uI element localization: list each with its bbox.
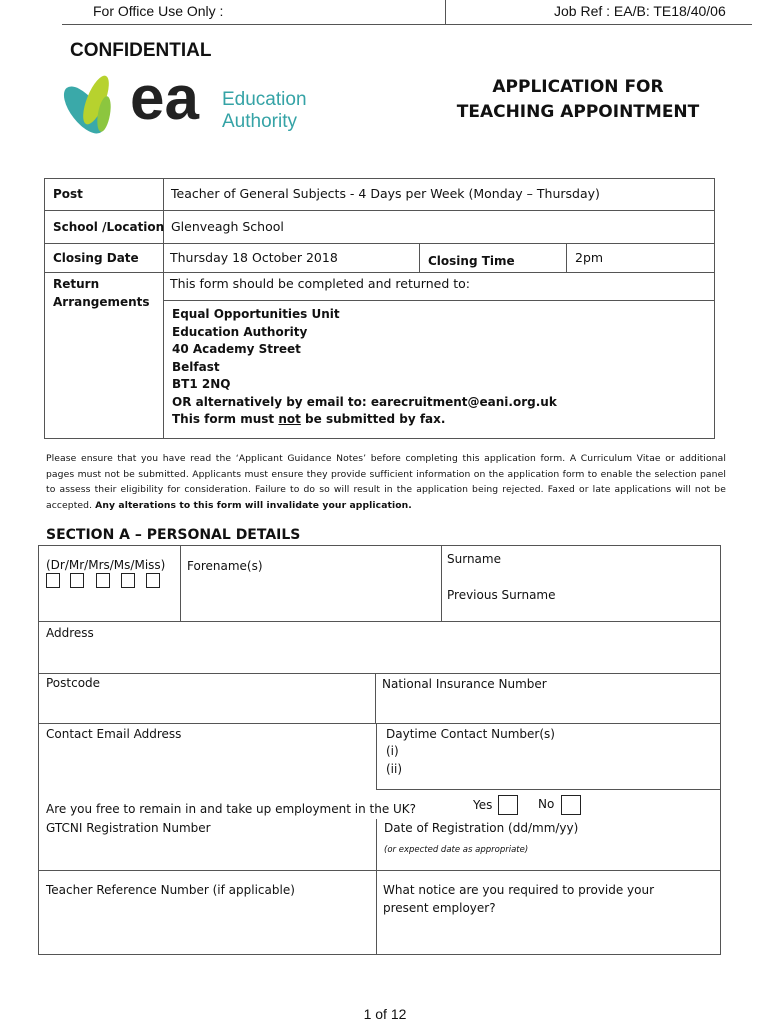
surname-label: Surname: [447, 552, 501, 566]
job-ref-label: Job Ref : EA/B: TE18/40/06: [554, 3, 726, 19]
fax-pre: This form must: [172, 412, 279, 426]
teacher-ref-divider: [376, 870, 377, 955]
gtcni-divider: [376, 819, 377, 870]
return-intro: This form should be completed and returned to:: [170, 276, 470, 291]
notice-text: Please ensure that you have read the ‘Applicant Guidance Notes’ before completing this application form. A Curriculum Vitae or additional pages must not be submitted. Applicants must ensure they provide sufficient information on the application form to enable the selection panel to assess their eligibility for consideration. Failure to do so will result in the application being rejected. Faxed or late applications will not be accepted.: [46, 453, 726, 511]
notice-question-line-2: present employer?: [383, 901, 496, 915]
notice-question-line-1: What notice are you required to provide your: [383, 883, 655, 897]
logo-line-2: Authority: [222, 111, 297, 132]
uk-employment-question: Are you free to remain in and take up employment in the UK?: [46, 802, 417, 816]
job-table-col-divider: [163, 178, 164, 439]
notice-bold: Any alterations to this form will invalidate your application.: [95, 499, 412, 511]
uk-no-checkbox[interactable]: [561, 795, 581, 815]
previous-surname-label: Previous Surname: [447, 588, 556, 602]
date-registration-note: (or expected date as appropriate): [384, 845, 529, 855]
form-title-line-1: APPLICATION FOR: [492, 77, 664, 97]
title-checkbox-ms[interactable]: [121, 573, 135, 588]
address-line: Education Authority: [172, 324, 308, 339]
closing-divider-2: [566, 243, 567, 272]
closing-date-value: Thursday 18 October 2018: [170, 250, 338, 265]
row-line-email: [38, 723, 721, 724]
header-rule: [62, 24, 752, 25]
job-table-row-3: [44, 272, 715, 273]
section-a-heading: SECTION A – PERSONAL DETAILS: [46, 527, 301, 543]
daytime-contact-i: (i): [386, 744, 399, 758]
job-table-row-2: [44, 243, 715, 244]
postcode-divider: [375, 673, 376, 723]
post-label: Post: [53, 187, 83, 201]
post-value: Teacher of General Subjects - 4 Days per Week (Monday – Thursday): [171, 186, 600, 201]
closing-time-label: Closing Time: [428, 254, 515, 268]
address-line: Equal Opportunities Unit: [172, 307, 340, 321]
return-label-1: Return: [53, 277, 100, 291]
row-line-address: [38, 621, 721, 622]
address-line: Belfast: [172, 359, 220, 374]
email-divider: [376, 723, 377, 789]
closing-date-label: Closing Date: [53, 251, 139, 265]
row-line-postcode: [38, 673, 721, 674]
no-label: No: [538, 797, 555, 811]
teacher-reference-label: Teacher Reference Number (if applicable): [46, 883, 295, 897]
title-checkbox-mrs[interactable]: [96, 573, 110, 588]
job-table-row-4: [163, 300, 715, 301]
header-divider: [445, 0, 446, 24]
email-line: OR alternatively by email to: earecruitment@eani.org.uk: [172, 394, 557, 409]
school-value: Glenveagh School: [171, 219, 284, 234]
closing-time-value: 2pm: [575, 250, 604, 265]
row1-divider-a: [180, 545, 181, 621]
logo-line-1: Education: [222, 89, 307, 110]
postcode-label: Postcode: [46, 676, 101, 690]
daytime-contact-label: Daytime Contact Number(s): [386, 727, 555, 741]
return-label-2: Arrangements: [53, 295, 150, 309]
forename-label: Forename(s): [187, 559, 263, 573]
page-number: 1 of 12: [363, 1006, 407, 1022]
row-line-teacher-ref: [38, 870, 721, 871]
ni-number-label: National Insurance Number: [382, 677, 547, 691]
leaf-icon: [58, 70, 122, 145]
fax-warning: [172, 411, 557, 429]
date-registration-label: Date of Registration (dd/mm/yy): [384, 821, 579, 835]
fax-not: not: [278, 412, 301, 426]
job-table-row-1: [44, 210, 715, 211]
title-checkbox-dr[interactable]: [46, 573, 60, 588]
logo-ea-text: ea: [130, 64, 199, 133]
daytime-contact-ii: (ii): [386, 762, 403, 776]
return-address-block: [172, 306, 557, 429]
school-label: School /Location: [53, 220, 165, 234]
title-label: (Dr/Mr/Mrs/Ms/Miss): [46, 558, 166, 572]
closing-divider-1: [419, 243, 420, 272]
uk-yes-checkbox[interactable]: [498, 795, 518, 815]
confidential-label: CONFIDENTIAL: [70, 40, 212, 61]
yes-label: Yes: [473, 798, 493, 812]
form-title-line-2: TEACHING APPOINTMENT: [456, 102, 700, 122]
ea-logo: [58, 64, 328, 145]
row1-divider-b: [441, 545, 442, 621]
gtcni-label: GTCNI Registration Number: [46, 821, 211, 835]
title-checkbox-miss[interactable]: [146, 573, 160, 588]
contact-email-label: Contact Email Address: [46, 727, 182, 741]
guidance-notice: [46, 451, 726, 513]
address-line: BT1 2NQ: [172, 377, 231, 391]
title-checkbox-mr[interactable]: [70, 573, 84, 588]
address-line: 40 Academy Street: [172, 342, 301, 356]
address-label: Address: [46, 626, 94, 640]
office-use-label: For Office Use Only :: [93, 3, 224, 19]
row-line-uk: [376, 789, 721, 790]
fax-post: be submitted by fax.: [300, 412, 446, 426]
